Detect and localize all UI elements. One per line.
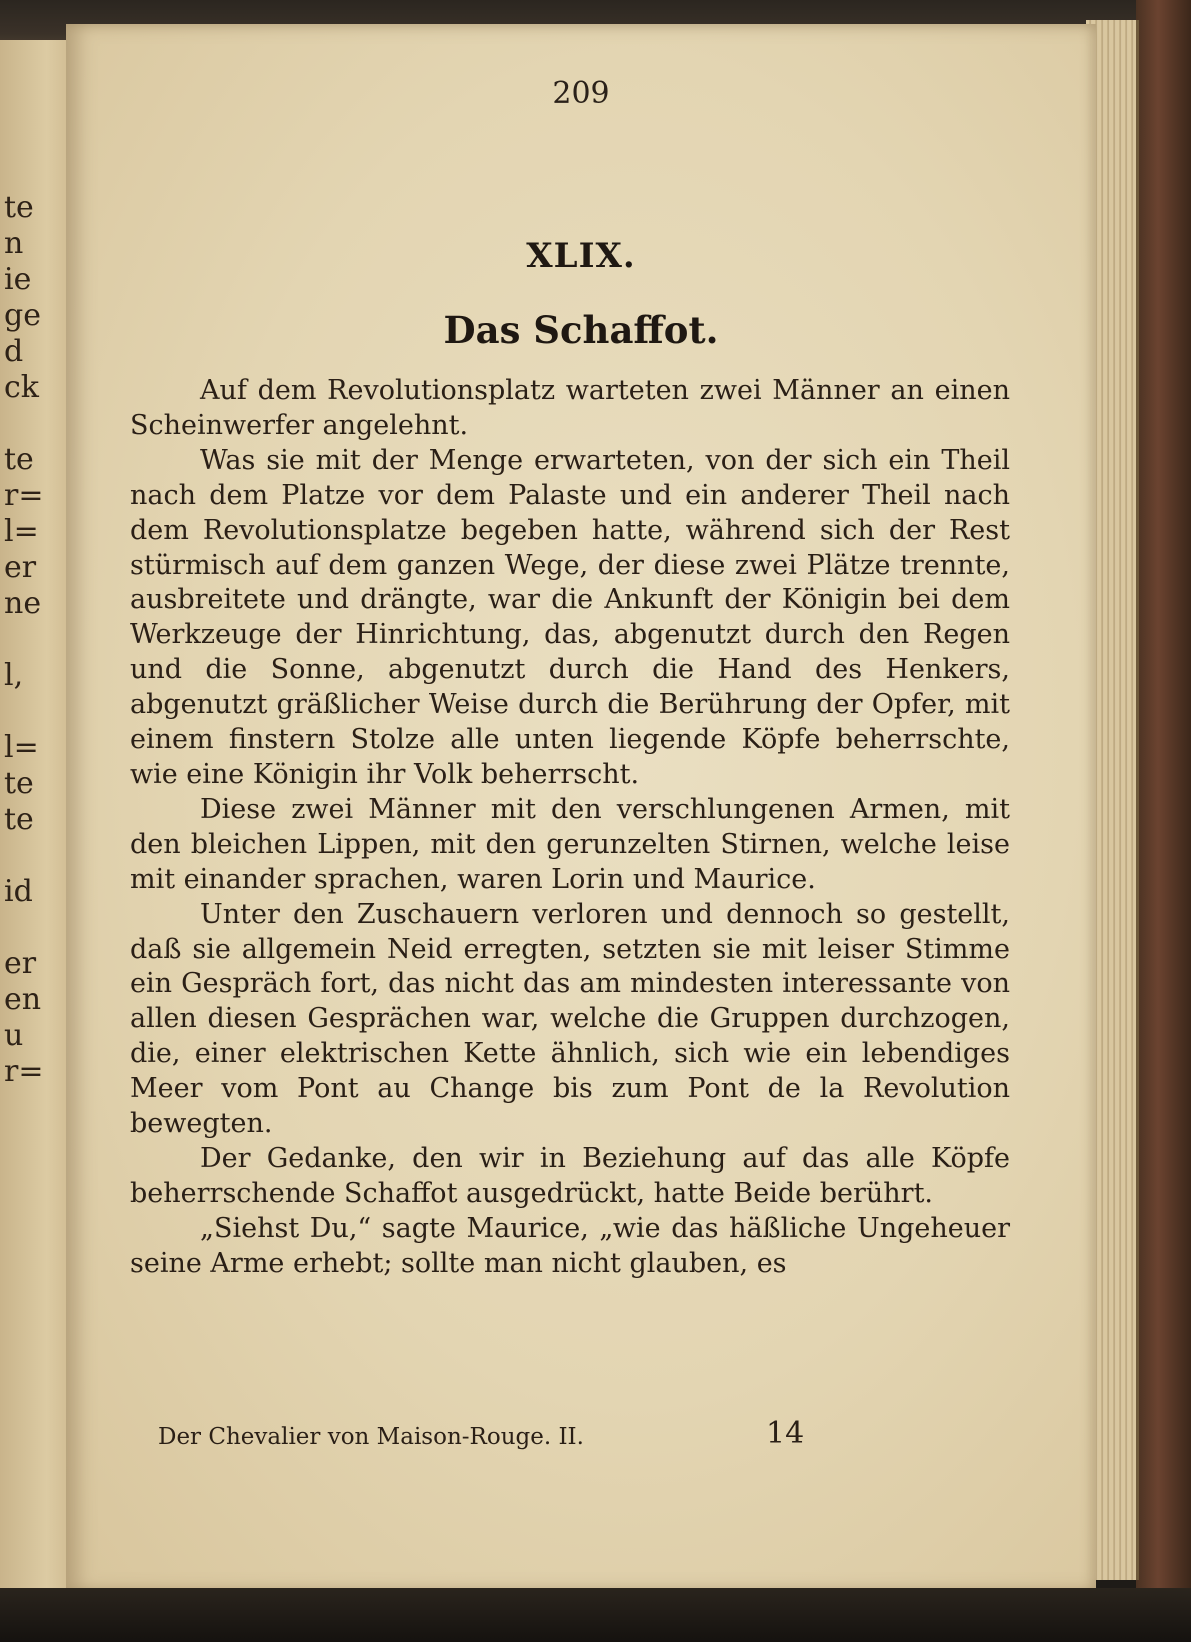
paragraph: „Siehst Du,“ sagte Maurice, „wie das häßliche Ungeheuer seine Arme erhebt; sollte man nicht glauben, es [130, 1212, 1010, 1279]
fragment: te [4, 802, 34, 837]
fragment: ie [4, 262, 32, 297]
fragment [4, 622, 43, 658]
page-number: 209 [552, 76, 610, 111]
chapter-body [130, 374, 1010, 1282]
fragment: d [4, 334, 24, 369]
fragment: l= [4, 730, 39, 765]
signature-mark: 14 [766, 1416, 805, 1451]
chapter-number: XLIX. [526, 236, 636, 276]
fragment: r= [4, 478, 44, 513]
fragment [4, 694, 43, 730]
fragment: te [4, 766, 34, 801]
fragment: er [4, 550, 37, 585]
running-footer: Der Chevalier von Maison-Rouge. II. [158, 1424, 584, 1450]
fragment: n [4, 226, 24, 261]
fragment: te [4, 442, 34, 477]
fragment: id [4, 874, 33, 909]
fragment [4, 910, 43, 946]
chapter-title: Das Schaffot. [443, 308, 719, 352]
fragment [4, 838, 43, 874]
paragraph: Unter den Zuschauern verloren und dennoch so gestellt, daß sie allgemein Neid erregten, setzten sie mit leiser Stimme ein Gespräch fort, das nicht das am mindesten interessante von allen diesen Gesprächen war, welche die Gruppen durchzogen, die, einer elektrischen Kette ähnlich, sich wie ein lebendiges Meer vom Pont au Change bis zum Pont de la Revolution bewegten. [130, 898, 1010, 1140]
paragraph: Diese zwei Männer mit den verschlungenen Armen, mit den bleichen Lippen, mit den gerunzelten Stirnen, welche leise mit einander sprachen, waren Lorin und Maurice. [130, 793, 1010, 895]
fragment: l= [4, 514, 39, 549]
paragraph: Der Gedanke, den wir in Beziehung auf das alle Köpfe beherrschende Schaffot ausgedrückt, hatte Beide berührt. [130, 1142, 1010, 1209]
fragment: en [4, 982, 42, 1017]
fragment: u [4, 1018, 24, 1053]
paragraph: Was sie mit der Menge erwarteten, von der sich ein Theil nach dem Platze vor dem Palaste und ein anderer Theil nach dem Revolutionsplatze begeben hatte, während sich der Rest stürmisch auf dem ganzen Wege, der diese zwei Plätze trennte, ausbreitete und drängte, war die Ankunft der Königin bei dem Werkzeuge der Hinrichtung, das, abgenutzt durch den Regen und die Sonne, abgenutzt durch die Hand des Henkers, abgenutzt gräßlicher Weise durch die Berührung der Opfer, mit einem finstern Stolze alle unten liegende Köpfe beherrschte, wie eine Königin ihr Volk beherrscht. [130, 444, 1010, 790]
fragment: ne [4, 586, 42, 621]
fragment: ck [4, 370, 39, 405]
fragment: te [4, 190, 34, 225]
book-cover-bottom [0, 1588, 1191, 1642]
book-cover-right [1136, 0, 1191, 1600]
book-page [66, 24, 1096, 1592]
fragment: l, [4, 658, 24, 693]
fragment: r= [4, 1054, 44, 1089]
previous-page-fragments [4, 190, 43, 1090]
fragment: er [4, 946, 37, 981]
fragment [4, 406, 43, 442]
paragraph: Auf dem Revolutionsplatz warteten zwei Männer an einen Scheinwerfer angelehnt. [130, 375, 1010, 441]
fragment: ge [4, 298, 41, 333]
